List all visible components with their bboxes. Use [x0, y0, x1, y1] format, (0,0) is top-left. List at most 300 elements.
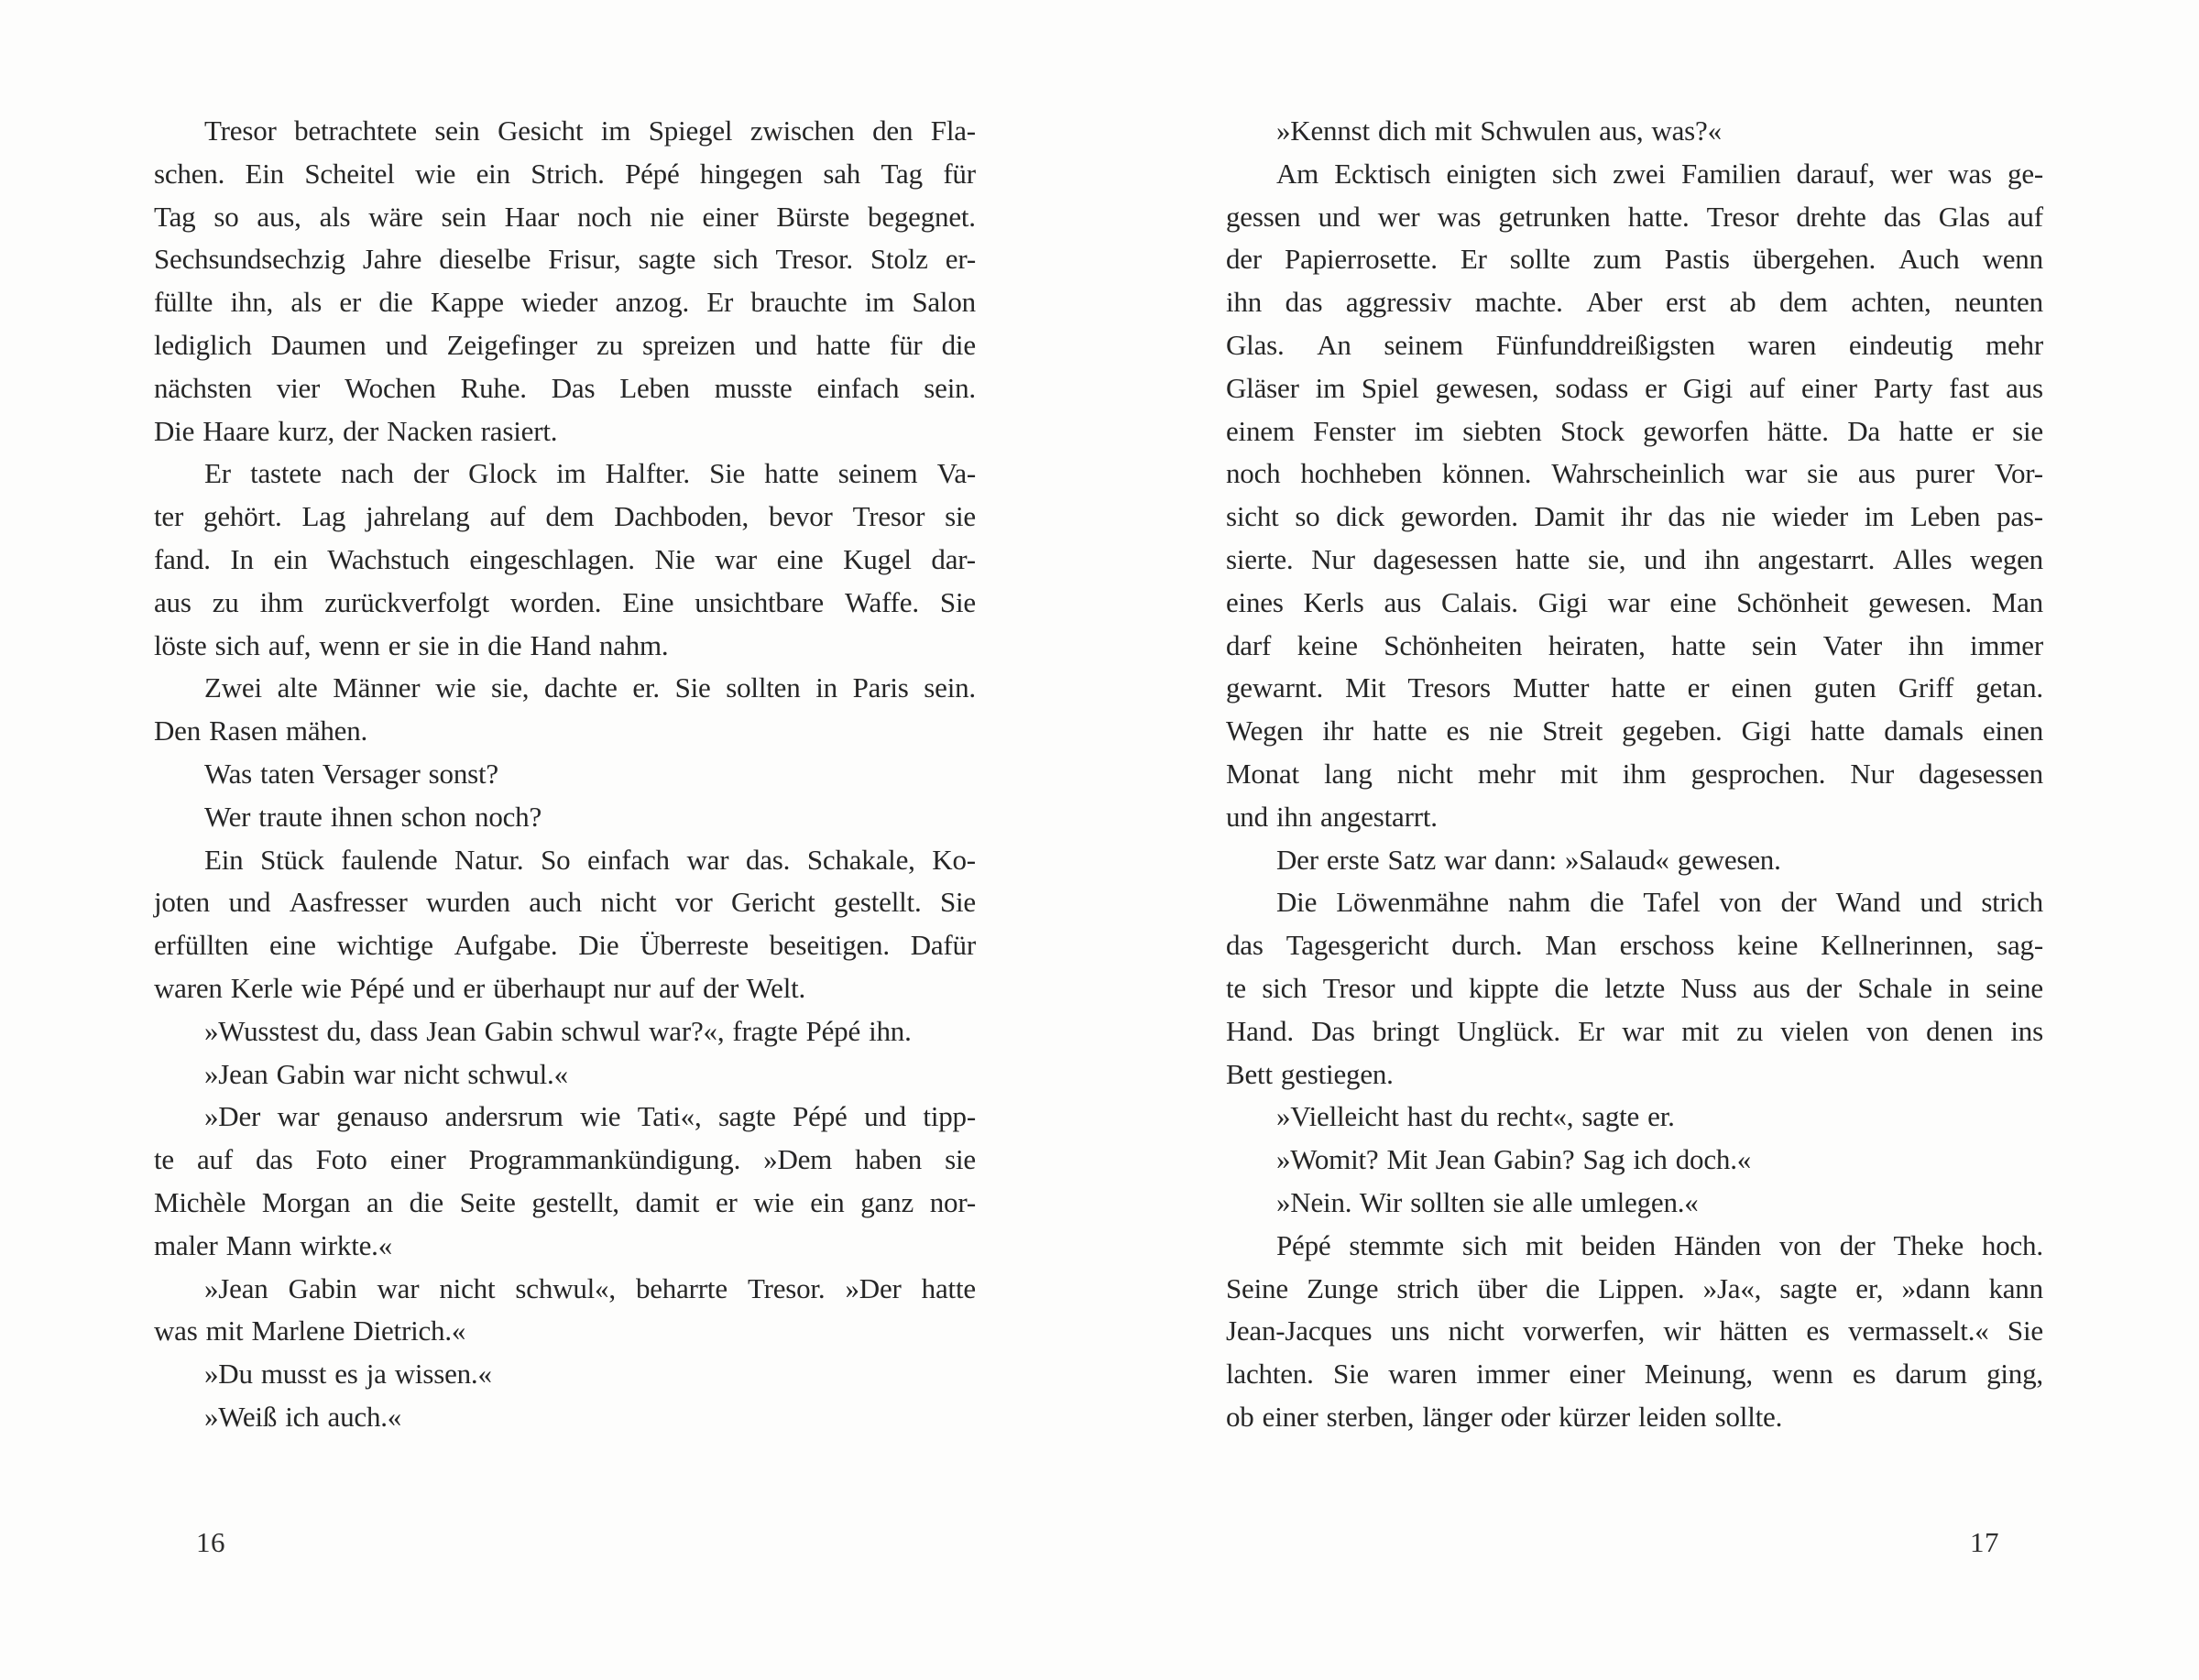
word: Leben [1909, 500, 1981, 533]
word: alte [277, 671, 318, 704]
word: eine [269, 929, 316, 962]
word: achten, [1851, 286, 1931, 319]
word: lediglich [154, 328, 252, 361]
word: war [1622, 1014, 1665, 1047]
word: dieselbe [439, 243, 531, 276]
word: Männer [333, 671, 421, 704]
word: hatte [764, 457, 819, 490]
word: guten [1813, 671, 1876, 704]
word: ganz [860, 1185, 914, 1218]
word: dar- [931, 542, 976, 575]
word: Er [1460, 243, 1487, 276]
text-line [154, 324, 976, 367]
word: wenn [1982, 243, 2043, 276]
word: Wegen [1226, 715, 1304, 747]
word: wie [580, 1100, 621, 1133]
word: dagesessen [1919, 757, 2043, 790]
word: als [290, 286, 323, 319]
word: »Jean [204, 1271, 268, 1304]
word: auf [489, 500, 526, 533]
text-line [1226, 410, 2043, 453]
word: Papierrosette. [1285, 243, 1438, 276]
word: »Dem [763, 1143, 833, 1176]
word: Nuss [1680, 971, 1737, 1004]
text-line [1226, 710, 2043, 753]
word: Theke [1893, 1228, 1964, 1261]
word: es [1806, 1315, 1830, 1347]
word: ge- [2008, 157, 2043, 190]
word: Stock [1560, 414, 1625, 447]
word: hatte [1898, 414, 1953, 447]
word: im [1315, 371, 1345, 404]
text-line [1226, 324, 2043, 367]
word: darf [1226, 628, 1272, 661]
word: die [1554, 971, 1589, 1004]
text-line [154, 667, 976, 710]
word: gewarnt. [1226, 671, 1323, 704]
word: für [890, 328, 923, 361]
word: einer [1800, 371, 1857, 404]
word: und [754, 328, 797, 361]
word: Stolz [870, 243, 928, 276]
text-line: »Womit? Mit Jean Gabin? Sag ich doch.« [1276, 1143, 1752, 1176]
word: zurückverfolgt [324, 585, 489, 618]
word: wichtige [336, 929, 433, 962]
word: so [1295, 500, 1320, 533]
text-line: »Jean Gabin war nicht schwul.« [204, 1057, 568, 1090]
word: Eine [622, 585, 674, 618]
word: schen. [154, 157, 225, 190]
text-line: waren Kerle wie Pépé und er überhaupt nur auf der Welt. [154, 971, 806, 1004]
word: Michèle [154, 1185, 246, 1218]
word: hatte [921, 1271, 976, 1304]
word: Pépé [625, 157, 680, 190]
text-line: Was taten Versager sonst? [204, 757, 498, 790]
word: zwischen [749, 115, 855, 147]
word: Das [1311, 1014, 1355, 1047]
word: Vater [1822, 628, 1882, 661]
word: angestarrt. [1757, 542, 1876, 575]
word: und [864, 1100, 906, 1133]
text-line [154, 839, 976, 882]
page-number-right: 17 [1970, 1526, 1999, 1558]
word: ihn, [230, 286, 274, 319]
word: die [1590, 886, 1625, 919]
word: lang [1324, 757, 1373, 790]
word: Kellnerinnen, [1821, 929, 1975, 962]
word: Seite [459, 1185, 516, 1218]
word: Tafel [1643, 886, 1701, 919]
text-line: »Weiß ich auch.« [204, 1400, 402, 1433]
word: Ein [204, 843, 244, 876]
word: Kerls [1303, 585, 1364, 618]
word: Nur [1311, 542, 1355, 575]
text-line [154, 1139, 976, 1182]
word: und [1920, 886, 1963, 919]
word: eine [1669, 585, 1717, 618]
word: wäre [368, 200, 423, 233]
word: eines [1226, 585, 1284, 618]
word: ins [2010, 1014, 2043, 1047]
word: sich [1262, 971, 1307, 1004]
text-line [1226, 625, 2043, 668]
word: Tresor. [775, 243, 853, 276]
text-line [154, 110, 976, 153]
word: vor [674, 886, 713, 919]
word: Aber [1586, 286, 1643, 319]
text-line [1226, 1225, 2043, 1268]
word: Kugel [843, 542, 912, 575]
text-line: ob einer sterben, länger oder kürzer leiden sollte. [1226, 1400, 1783, 1433]
word: Gigi [1682, 371, 1734, 404]
page-right-text-block [1226, 110, 2043, 1439]
word: wie [753, 1185, 794, 1218]
word: Schakale, [806, 843, 915, 876]
word: tipp- [923, 1100, 976, 1133]
word: neunten [1954, 286, 2043, 319]
word: der [1226, 243, 1262, 276]
text-line [154, 1268, 976, 1311]
word: wieder [1771, 500, 1849, 533]
word: Sie [939, 585, 976, 618]
word: unsichtbare [695, 585, 824, 618]
word: sah [823, 157, 861, 190]
word: Gigi [1741, 715, 1791, 747]
word: Fenster [1313, 414, 1396, 447]
word: keine [1296, 628, 1358, 661]
word: sierte. [1226, 542, 1294, 575]
word: nicht [600, 886, 657, 919]
word: Halfter. [605, 457, 690, 490]
text-line [154, 1096, 976, 1139]
word: wie [415, 157, 456, 190]
text-line [1226, 1310, 2043, 1353]
word: Er [1578, 1014, 1604, 1047]
text-line [154, 881, 976, 924]
word: Sie [674, 671, 711, 704]
word: Leben [619, 371, 690, 404]
word: dick [1336, 500, 1384, 533]
word: Tati«, [637, 1100, 702, 1133]
word: Löwenmähne [1336, 886, 1489, 919]
word: sodass [1555, 371, 1629, 404]
word: aus [2006, 371, 2043, 404]
word: denen [1926, 1014, 1994, 1047]
word: Da [1847, 414, 1880, 447]
word: die [941, 328, 976, 361]
word: hätten [1719, 1315, 1789, 1347]
word: gewesen. [1868, 585, 1972, 618]
word: mehr [1477, 757, 1536, 790]
word: Calais. [1440, 585, 1518, 618]
word: beseitigen. [769, 929, 890, 962]
word: kippte [1468, 971, 1539, 1004]
word: gesprochen. [1690, 757, 1826, 790]
word: er [1687, 671, 1710, 704]
word: waren [1388, 1358, 1457, 1391]
word: wurden [426, 886, 510, 919]
word: Lag [301, 500, 346, 533]
word: einem [1226, 414, 1295, 447]
word: strich [1981, 886, 2043, 919]
word: nie [650, 200, 684, 233]
word: Mit [1345, 671, 1386, 704]
word: Scheitel [304, 157, 395, 190]
word: war [686, 843, 729, 876]
text-line [154, 496, 976, 539]
word: er. [632, 671, 660, 704]
text-line: »Vielleicht hast du recht«, sagte er. [1276, 1100, 1675, 1133]
word: ein [810, 1185, 845, 1218]
text-line [154, 281, 976, 324]
word: sagte [717, 1100, 776, 1133]
word: begegnet. [868, 200, 976, 233]
word: der [412, 457, 449, 490]
word: Das [551, 371, 596, 404]
word: aus [154, 585, 191, 618]
word: zu [212, 585, 239, 618]
word: Sechsundsechzig [154, 243, 345, 276]
word: Ecktisch [1334, 157, 1431, 190]
word: Tresor [1706, 200, 1779, 233]
word: spreizen [641, 328, 736, 361]
word: über [1477, 1271, 1527, 1304]
text-line [154, 238, 976, 281]
word: geworden. [1400, 500, 1518, 533]
text-line: »Du musst es ja wissen.« [204, 1358, 492, 1391]
word: wer [1377, 200, 1420, 233]
word: übergehen. [1752, 243, 1876, 276]
word: einigten [1446, 157, 1537, 190]
word: Ko- [932, 843, 976, 876]
text-line: Wer traute ihnen schon noch? [204, 800, 542, 833]
word: Gericht [731, 886, 815, 919]
word: hochheben [1300, 457, 1422, 490]
word: Glas [1938, 200, 1990, 233]
word: sein [1751, 628, 1798, 661]
text-line [1226, 496, 2043, 539]
text-line [154, 1182, 976, 1225]
word: war [277, 1100, 320, 1133]
word: ihn [1226, 286, 1263, 319]
word: »Ja«, [1702, 1271, 1762, 1304]
word: ihm [259, 585, 304, 618]
word: Tresor [1322, 971, 1395, 1004]
word: zum [1592, 243, 1642, 276]
word: hatte [1373, 715, 1428, 747]
text-line [154, 924, 976, 967]
word: sagte [1779, 1271, 1838, 1304]
text-line [1226, 453, 2043, 496]
word: von [1778, 1228, 1822, 1261]
word: sie [1807, 457, 1838, 490]
word: in [815, 671, 837, 704]
word: Händen [1673, 1228, 1762, 1261]
word: An [1317, 328, 1351, 361]
word: dachte [544, 671, 618, 704]
text-line [1226, 1010, 2043, 1053]
word: damit [635, 1185, 700, 1218]
text-line [1226, 1353, 2043, 1396]
word: für [943, 157, 976, 190]
word: war [1745, 457, 1788, 490]
word: auf [196, 1143, 233, 1176]
word: sollte [1509, 243, 1570, 276]
word: faulende [341, 843, 438, 876]
word: Die [1276, 886, 1318, 919]
word: wieder [521, 286, 598, 319]
word: und [1410, 971, 1453, 1004]
word: wenn [1772, 1358, 1833, 1391]
word: te [1226, 971, 1246, 1004]
word: war [715, 542, 758, 575]
text-line [154, 367, 976, 410]
word: erschoss [1619, 929, 1715, 962]
word: gegeben. [1622, 715, 1723, 747]
word: ihn [1703, 542, 1740, 575]
word: andersrum [444, 1100, 563, 1133]
word: sollten [726, 671, 801, 704]
word: als [319, 200, 351, 233]
word: musste [714, 371, 793, 404]
word: sein [434, 115, 480, 147]
word: darum [1895, 1358, 1967, 1391]
word: Spiegel [648, 115, 733, 147]
word: vermasselt.« [1848, 1315, 1989, 1347]
text-line [1226, 238, 2043, 281]
word: Seine [1226, 1271, 1288, 1304]
word: In [230, 542, 254, 575]
word: hatte [1671, 628, 1726, 661]
word: hatte [1515, 542, 1570, 575]
word: nie [1488, 715, 1524, 747]
word: Gläser [1226, 371, 1299, 404]
word: Glas. [1226, 328, 1285, 361]
word: Wachstuch [327, 542, 450, 575]
word: Mutter [1513, 671, 1590, 704]
word: im [1414, 414, 1444, 447]
word: Fünfunddreißigsten [1495, 328, 1715, 361]
text-line [1226, 667, 2043, 710]
word: Die [578, 929, 619, 962]
word: nahm [1507, 886, 1571, 919]
word: ihr [1620, 500, 1652, 533]
text-line: und ihn angestarrt. [1226, 800, 1438, 833]
word: hätte. [1767, 414, 1829, 447]
word: durch. [1451, 929, 1523, 962]
word: Pastis [1664, 243, 1730, 276]
word: Wand [1835, 886, 1901, 919]
word: es [1852, 1358, 1876, 1391]
word: erfüllten [154, 929, 249, 962]
word: dem [1778, 286, 1828, 319]
word: sie [2012, 414, 2043, 447]
word: mit [1525, 1228, 1563, 1261]
word: auf [2007, 200, 2043, 233]
word: dem [545, 500, 595, 533]
text-line: löste sich auf, wenn er sie in die Hand nahm. [154, 628, 669, 661]
word: aus, [257, 200, 301, 233]
word: ihn [1908, 628, 1944, 661]
word: Überreste [640, 929, 749, 962]
word: geworfen [1643, 414, 1749, 447]
word: den [872, 115, 914, 147]
word: betrachtete [294, 115, 417, 147]
word: Ruhe. [460, 371, 527, 404]
word: wie [435, 671, 476, 704]
word: Monat [1226, 757, 1299, 790]
word: Tagesgericht [1285, 929, 1429, 962]
text-line: was mit Marlene Dietrich.« [154, 1315, 466, 1347]
word: war [1607, 585, 1650, 618]
word: einer [389, 1143, 446, 1176]
word: Aufgabe. [454, 929, 558, 962]
page-number-left: 16 [196, 1526, 225, 1558]
word: sein. [924, 671, 976, 704]
text-line [1226, 753, 2043, 796]
word: Man [1991, 585, 2043, 618]
word: Pépé [793, 1100, 848, 1133]
word: Haar [504, 200, 560, 233]
word: sie, [1587, 542, 1626, 575]
word: Strich. [531, 157, 605, 190]
word: damals [1884, 715, 1964, 747]
word: Bürste [776, 200, 850, 233]
word: gehört. [203, 500, 282, 533]
word: Pépé [1276, 1228, 1331, 1261]
word: wegen [1970, 542, 2043, 575]
word: Stück [260, 843, 324, 876]
word: und [228, 886, 271, 919]
word: fand. [154, 542, 211, 575]
word: hatte [1810, 715, 1865, 747]
word: Man [1545, 929, 1597, 962]
word: uns [1390, 1315, 1430, 1347]
word: mit [1681, 1014, 1720, 1047]
word: das [255, 1143, 293, 1176]
word: im [600, 115, 631, 147]
word: im [864, 286, 895, 319]
word: Sie [939, 886, 976, 919]
word: eingeschlagen. [469, 542, 635, 575]
word: ihm [1622, 757, 1667, 790]
word: Dafür [910, 929, 976, 962]
word: noch [576, 200, 632, 233]
word: und [1318, 200, 1361, 233]
word: Va- [936, 457, 976, 490]
word: ter [154, 500, 184, 533]
word: Er [706, 286, 734, 319]
word: im [1864, 500, 1895, 533]
word: nie [1721, 500, 1756, 533]
word: aus [1857, 457, 1896, 490]
word: Am [1276, 157, 1319, 190]
word: einer [702, 200, 759, 233]
word: Tag [154, 200, 196, 233]
text-line [154, 539, 976, 582]
word: Er [204, 457, 231, 490]
text-line: »Nein. Wir sollten sie alle umlegen.« [1276, 1185, 1699, 1218]
word: nicht [439, 1271, 496, 1304]
word: das [1883, 200, 1921, 233]
word: Gesicht [498, 115, 584, 147]
word: was [1948, 157, 1992, 190]
word: und [1644, 542, 1686, 575]
word: Dachboden, [614, 500, 749, 533]
page-left-text-block [154, 110, 976, 1439]
word: Hand. [1226, 1014, 1294, 1047]
word: sie, [490, 671, 530, 704]
